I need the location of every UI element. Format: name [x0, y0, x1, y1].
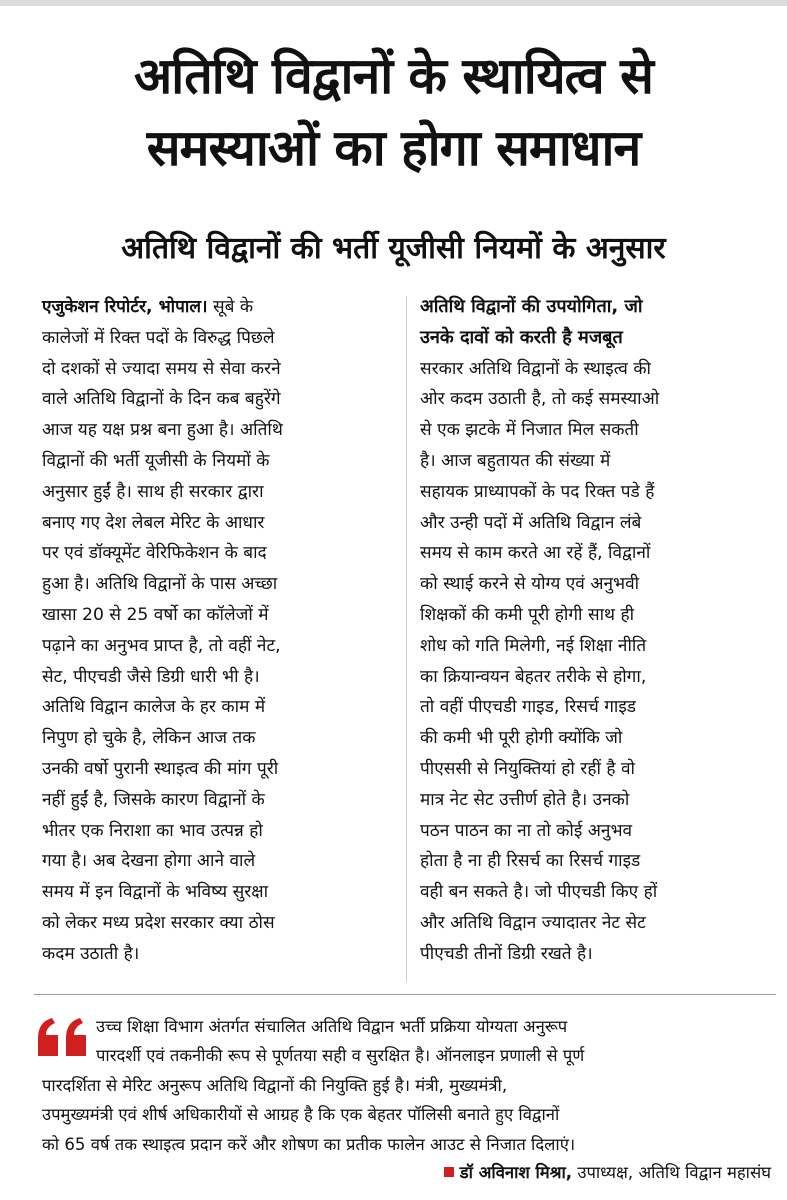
article-line: पढ़ाने का अनुभव प्राप्त है, तो वहीं नेट, — [42, 635, 281, 656]
top-rule — [0, 0, 787, 6]
article-line: अतिथि विद्वान कालेज के हर काम में — [42, 697, 266, 718]
byline-square-icon — [444, 1167, 454, 1177]
byline — [444, 1160, 771, 1186]
headline-line-1: अतिथि विद्वानों के स्थायित्व से — [134, 47, 653, 105]
article-line: मात्र नेट सेट उत्तीर्ण होते है। उनको — [420, 789, 630, 810]
article-line: ओर कदम उठाती है, तो कई समस्याओ — [420, 389, 660, 410]
quote-top-rule — [34, 994, 776, 995]
quote-line: उपमुख्यमंत्री एवं शीर्ष अधिकारीयों से आग्रह है कि एक बेहतर पॉलिसी बनाते हुए विद्वानों — [42, 1105, 560, 1125]
headline — [0, 40, 787, 184]
subheadline: अतिथि विद्वानों की भर्ती यूजीसी नियमों के अनुसार — [121, 231, 666, 266]
article-line: वाले अतिथि विद्वानों के दिन कब बहुरेंगे — [42, 389, 281, 410]
article-line: सहायक प्राध्यापकों के पद रिक्त पडे हैं — [420, 481, 655, 502]
article-line: हुआ है। अतिथि विद्वानों के पास अच्छा — [42, 574, 278, 595]
quote-line: को 65 वर्ष तक स्थाइत्व प्रदान करें और शोषण का प्रतीक फालेन आउट से निजात दिलाएं। — [42, 1134, 576, 1154]
article-line: कदम उठाती है। — [42, 943, 140, 964]
right-subhead-line-2: उनके दावों को करती है मजबूत — [420, 326, 623, 348]
article-line: शोध को गति मिलेगी, नई शिक्षा नीति — [420, 635, 647, 656]
quote-line: पारदर्शी एवं तकनीकी रूप से पूर्णतया सही व सुरक्षित है। ऑनलाइन प्रणाली से पूर्ण — [96, 1046, 585, 1066]
article-line: समय से काम करते आ रहें हैं, विद्वानों — [420, 543, 651, 564]
article-line: भीतर एक निराशा का भाव उत्पन्न हो — [42, 820, 263, 841]
article-line: अनुसार हुईं है। साथ ही सरकार द्वारा — [42, 481, 264, 502]
article-line: तो वहीं पीएचडी गाइड, रिसर्च गाइड — [420, 697, 636, 718]
byline-title: उपाध्यक्ष, अतिथि विद्वान महासंघ — [577, 1163, 771, 1182]
article-line: होता है ना ही रिसर्च का रिसर्च गाइड — [420, 851, 641, 872]
article-line: से एक झटके में निजात मिल सकती — [420, 420, 639, 441]
article-line: को लेकर मध्य प्रदेश सरकार क्या ठोस — [42, 912, 275, 933]
article-line: सेट, पीएचडी जैसे डिग्री धारी भी है। — [42, 666, 260, 687]
article-line: वही बन सकते है। जो पीएचडी किए हों — [420, 882, 658, 903]
article-line: सरकार अतिथि विद्वानों के स्थाइत्व की — [420, 358, 651, 379]
dateline: एजुकेशन रिपोर्टर, भोपाल। — [42, 297, 208, 317]
quote-block — [42, 1012, 777, 1159]
article-line: पीएससी से नियुक्तियां हो रहीं है वो — [420, 758, 635, 779]
column-divider — [406, 296, 407, 982]
article-line — [42, 292, 394, 323]
article-line: गया है। अब देखना होगा आने वाले — [42, 851, 256, 872]
article-line: उनकी वर्षो पुरानी स्थाइत्व की मांग पूरी — [42, 758, 279, 779]
article-line: है। आज बहुतायत की संख्या में — [420, 450, 611, 471]
article-line: खासा 20 से 25 वर्षो का कॉलेजों में — [42, 604, 269, 625]
quote-line: उच्च शिक्षा विभाग अंतर्गत संचालित अतिथि विद्वान भर्ती प्रक्रिया योग्यता अनुरूप — [96, 1017, 568, 1036]
headline-line-2: समस्याओं का होगा समाधान — [146, 119, 641, 177]
article-line: को स्थाई करने से योग्य एवं अनुभवी — [420, 574, 640, 595]
quote-line: पारदर्शिता से मेरिट अनुरूप अतिथि विद्वानों की नियुक्ति हुई है। मंत्री, मुख्यमंत्री, — [42, 1075, 508, 1095]
article-line: दो दशकों से ज्यादा समय से सेवा करने — [42, 358, 281, 379]
article-line: पीएचडी तीनों डिग्री रखते है। — [420, 943, 593, 964]
article-text: सूबे के — [212, 297, 254, 317]
article-line: शिक्षकों की कमी पूरी होगी साथ ही — [420, 604, 635, 625]
article-line: विद्वानों की भर्ती यूजीसी के नियमों के — [42, 450, 270, 471]
article-line: पठन पाठन का ना तो कोई अनुभव — [420, 820, 633, 841]
article-line: का क्रियान्वयन बेहतर तरीके से होगा, — [420, 666, 647, 687]
article-line: बनाए गए देश लेबल मेरिट के आधार — [42, 512, 265, 533]
right-subhead-line-1: अतिथि विद्वानों की उपयोगिता, जो — [420, 296, 643, 317]
article-line: समय में इन विद्वानों के भविष्य सुरक्षा — [42, 882, 269, 903]
article-line: आज यह यक्ष प्रश्न बना हुआ है। अतिथि — [42, 420, 283, 441]
article-line: और अतिथि विद्वान ज्यादातर नेट सेट — [420, 912, 646, 933]
article-line: कालेजों में रिक्त पदों के विरुद्ध पिछले — [42, 327, 275, 348]
article-line: पर एवं डॉक्यूमेंट वेरिफिकेशन के बाद — [42, 543, 267, 564]
byline-name: डॉ अविनाश मिश्रा, — [459, 1163, 573, 1182]
article-line: और उन्ही पदों में अतिथि विद्वान लंबे — [420, 512, 642, 533]
left-column — [42, 292, 394, 970]
article-line: निपुण हो चुके है, लेकिन आज तक — [42, 728, 256, 749]
article-line: नहीं हुईं है, जिसके कारण विद्वानों के — [42, 789, 265, 810]
article-line: की कमी भी पूरी होगी क्योंकि जो — [420, 728, 623, 749]
right-column — [420, 292, 775, 970]
